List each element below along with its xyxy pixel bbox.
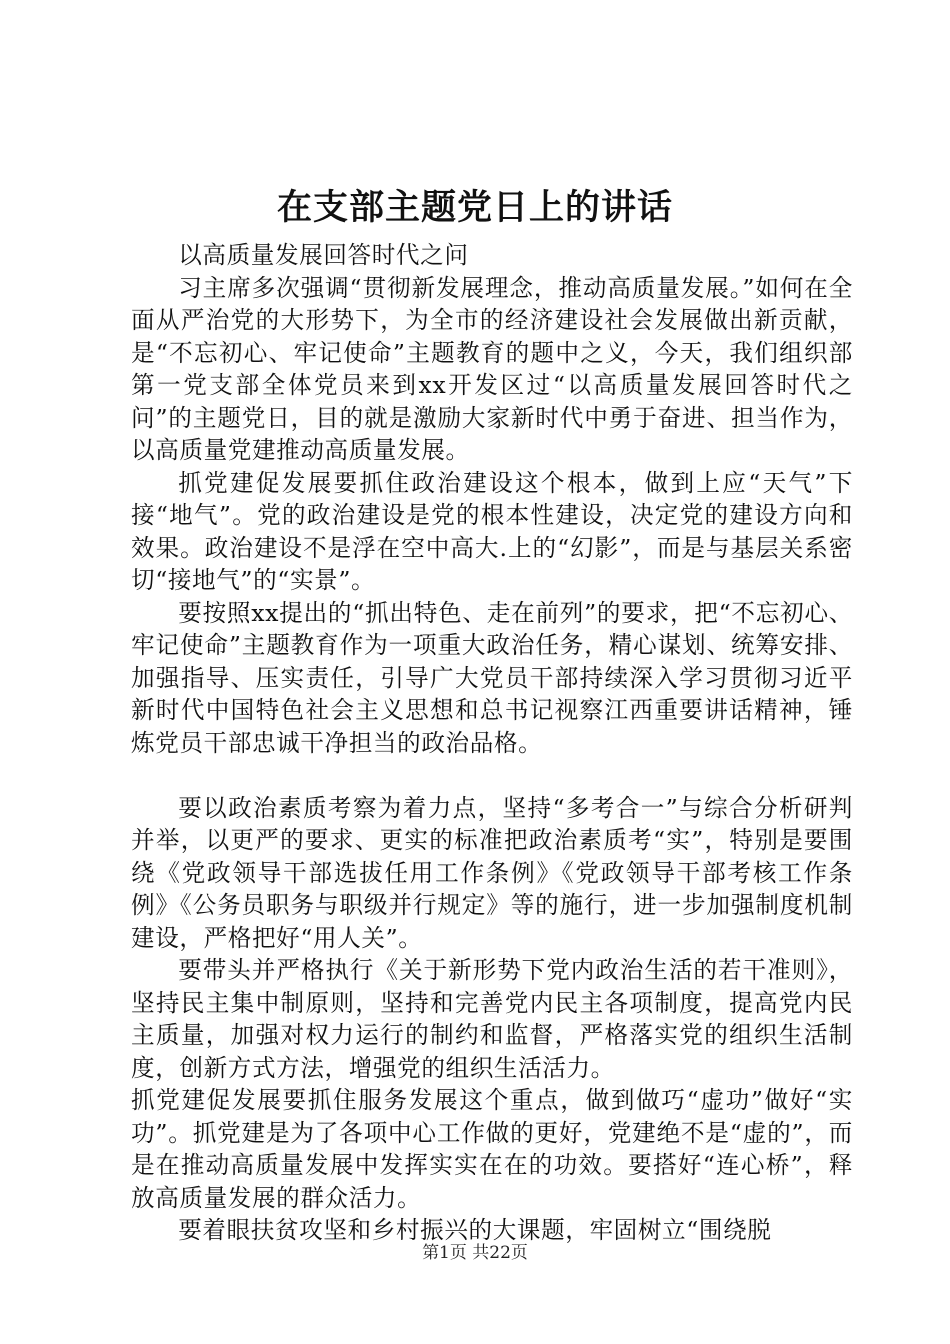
paragraph-1: 习主席多次强调“贯彻新发展理念，推动高质量发展。”如何在全面从严治党的大形势下，为全市的经济建设社会发展做出新贡献，是“不忘初心、牢记使命”主题教育的题中之义，今天，我们组织部第一党支部全体党员来到xx开发区过“以高质量发展回答时代之问”的主题党日，目的就是激励大家新时代中勇于奋进、担当作为，以高质量党建推动高质量发展。 [131,273,853,464]
paragraph-6: 抓党建促发展要抓住服务发展这个重点，做到做巧“虚功”做好“实功”。抓党建是为了各项中心工作做的更好，党建绝不是“虚的”，而是在推动高质量发展中发挥实实在在的功效。要搭好“连心桥”，释放高质量发展的群众活力。 [131,1086,853,1212]
paragraph-4: 要以政治素质考察为着力点，坚持“多考合一”与综合分析研判并举，以更严的要求、更实的标准把政治素质考“实”，特别是要围绕《党政领导干部选拔任用工作条例》《党政领导干部考核工作条例》《公务员职务与职级并行规定》等的施行，进一步加强制度机制建设，严格把好“用人关”。 [131,793,853,952]
document-subtitle: 以高质量发展回答时代之问 [178,241,469,269]
page-number-footer: 第1页 共22页 [422,1243,528,1263]
paragraph-7: 要着眼扶贫攻坚和乡村振兴的大课题，牢固树立“围绕脱 [178,1216,772,1244]
paragraph-3: 要按照xx提出的“抓出特色、走在前列”的要求，把“不忘初心、牢记使命”主题教育作为一项重大政治任务，精心谋划、统筹安排、加强指导、压实责任，引导广大党员干部持续深入学习贯彻习近平新时代中国特色社会主义思想和总书记视察江西重要讲话精神，锤炼党员干部忠诚干净担当的政治品格。 [131,598,853,757]
paragraph-2: 抓党建促发展要抓住政治建设这个根本，做到上应“天气”下接“地气”。党的政治建设是党的根本性建设，决定党的建设方向和效果。政治建设不是浮在空中高大.上的“幻影”，而是与基层关系密切“接地气”的“实景”。 [131,468,853,594]
document-title: 在支部主题党日上的讲话 [276,187,673,228]
document-body [131,239,853,1247]
paragraph-5: 要带头并严格执行《关于新形势下党内政治生活的若干准则》，坚持民主集中制原则，坚持和完善党内民主各项制度，提高党内民主质量，加强对权力运行的制约和监督，严格落实党的组织生活制度，创新方式方法，增强党的组织生活活力。 [131,956,853,1082]
